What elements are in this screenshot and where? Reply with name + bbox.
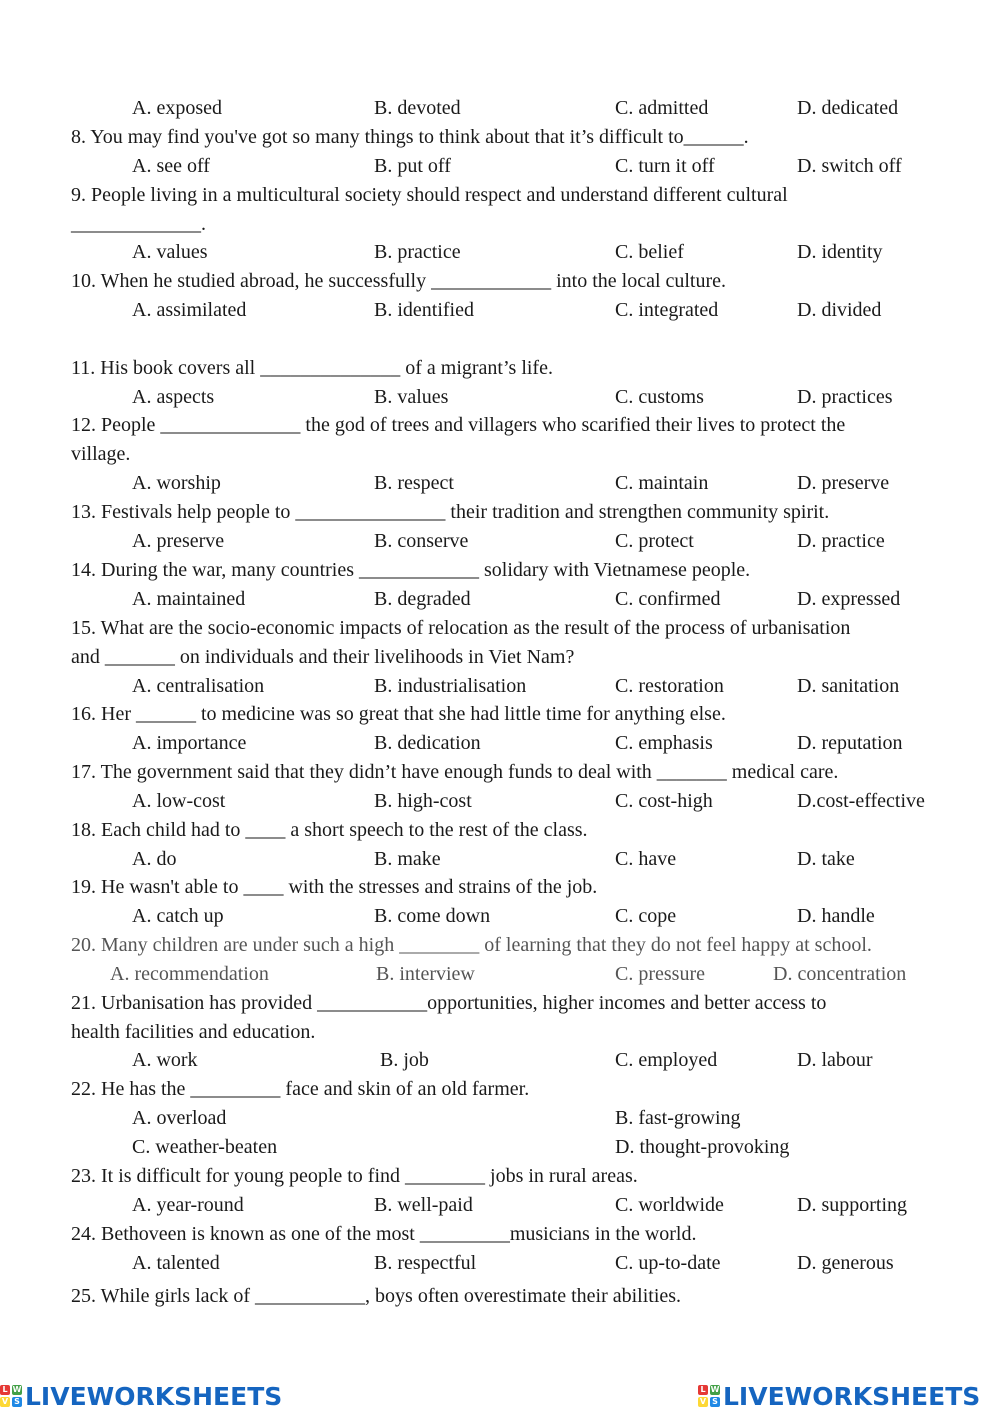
answer-option[interactable]: C. integrated	[615, 299, 719, 321]
answer-option[interactable]: D. identity	[797, 241, 883, 263]
answer-option[interactable]: D. practice	[797, 530, 885, 552]
question-text: 11. His book covers all ______________ of a migrant’s life.	[71, 357, 553, 379]
answer-option[interactable]: C. pressure	[615, 963, 705, 985]
question-text: 24. Bethoveen is known as one of the most _________musicians in the world.	[71, 1223, 697, 1245]
question-text: 18. Each child had to ____ a short speech to the rest of the class.	[71, 819, 588, 841]
question-text: 12. People ______________ the god of trees and villagers who scarified their lives to protect the	[71, 414, 846, 436]
answer-option[interactable]: A. low-cost	[132, 790, 226, 812]
answer-option[interactable]: C. cost-high	[615, 790, 713, 812]
answer-option[interactable]: A. values	[132, 241, 208, 263]
answer-option[interactable]: B. interview	[376, 963, 475, 985]
question-text: 15. What are the socio-economic impacts of relocation as the result of the process of urbanisation	[71, 617, 851, 639]
answer-option[interactable]: A. worship	[132, 472, 221, 494]
answer-option[interactable]: A. importance	[132, 732, 247, 754]
question-text: 23. It is difficult for young people to find ________ jobs in rural areas.	[71, 1165, 638, 1187]
question-text: 19. He wasn't able to ____ with the stresses and strains of the job.	[71, 876, 598, 898]
logo-tile: L	[698, 1385, 708, 1395]
answer-option[interactable]: B. put off	[374, 155, 451, 177]
question-text: village.	[71, 443, 131, 465]
answer-option[interactable]: A. work	[132, 1049, 198, 1071]
answer-option[interactable]: D. generous	[797, 1252, 894, 1274]
answer-option[interactable]: C. customs	[615, 386, 704, 408]
answer-option[interactable]: A. exposed	[132, 97, 222, 119]
logo-tile: V	[1, 1397, 9, 1406]
liveworksheets-logo-icon	[698, 1385, 720, 1407]
logo-tile: V	[699, 1397, 707, 1406]
answer-option[interactable]: C. cope	[615, 905, 677, 927]
answer-option[interactable]: B. high-cost	[374, 790, 472, 812]
answer-option[interactable]: B. make	[374, 848, 441, 870]
question-text: 21. Urbanisation has provided ___________opportunities, higher incomes and better access to	[71, 992, 827, 1014]
question-text: 14. During the war, many countries ____________ solidary with Vietnamese people.	[71, 559, 751, 581]
answer-option[interactable]: B. industrialisation	[374, 675, 527, 697]
answer-option[interactable]: C. turn it off	[615, 155, 715, 177]
answer-option[interactable]: B. come down	[374, 905, 491, 927]
answer-option[interactable]: D. handle	[797, 905, 875, 927]
answer-option[interactable]: D. labour	[797, 1049, 873, 1071]
answer-option[interactable]: C. belief	[615, 241, 684, 263]
question-text: 13. Festivals help people to _______________ their tradition and strengthen community spirit.	[71, 501, 830, 523]
answer-option[interactable]: D. divided	[797, 299, 882, 321]
answer-option[interactable]: A. recommendation	[110, 963, 269, 985]
answer-option[interactable]: C. weather-beaten	[132, 1136, 278, 1158]
question-text: 25. While girls lack of ___________, boys often overestimate their abilities.	[71, 1285, 682, 1307]
question-text: 16. Her ______ to medicine was so great that she had little time for anything else.	[71, 703, 726, 725]
answer-option[interactable]: B. values	[374, 386, 449, 408]
question-text: _____________.	[71, 213, 206, 235]
answer-option[interactable]: B. devoted	[374, 97, 461, 119]
answer-option[interactable]: C. employed	[615, 1049, 718, 1071]
answer-option[interactable]: C. have	[615, 848, 677, 870]
brand-text: LIVEWORKSHEETS	[723, 1381, 981, 1411]
answer-option[interactable]: D. switch off	[797, 155, 902, 177]
answer-option[interactable]: B. practice	[374, 241, 461, 263]
answer-option[interactable]: A. aspects	[132, 386, 215, 408]
answer-option[interactable]: D. supporting	[797, 1194, 907, 1216]
answer-option[interactable]: B. respectful	[374, 1252, 477, 1274]
logo-tile: S	[12, 1397, 22, 1407]
answer-option[interactable]: A. centralisation	[132, 675, 265, 697]
answer-option[interactable]: D. practices	[797, 386, 893, 408]
question-text: 22. He has the _________ face and skin of an old farmer.	[71, 1078, 530, 1100]
answer-option[interactable]: B. respect	[374, 472, 454, 494]
answer-option[interactable]: A. talented	[132, 1252, 220, 1274]
answer-option[interactable]: C. emphasis	[615, 732, 713, 754]
answer-option[interactable]: D. dedicated	[797, 97, 899, 119]
answer-option[interactable]: C. restoration	[615, 675, 724, 697]
question-text: 17. The government said that they didn’t have enough funds to deal with _______ medical care.	[71, 761, 839, 783]
brand-text: LIVEWORKSHEETS	[25, 1381, 283, 1411]
answer-option[interactable]: D. sanitation	[797, 675, 900, 697]
answer-option[interactable]: A. overload	[132, 1107, 227, 1129]
answer-option[interactable]: C. maintain	[615, 472, 709, 494]
footer-brand-left[interactable]	[0, 1380, 282, 1412]
question-text: and _______ on individuals and their livelihoods in Viet Nam?	[71, 646, 575, 668]
answer-option[interactable]: B. dedication	[374, 732, 481, 754]
answer-option[interactable]: C. confirmed	[615, 588, 721, 610]
answer-option[interactable]: B. well-paid	[374, 1194, 473, 1216]
answer-option[interactable]: A. preserve	[132, 530, 225, 552]
answer-option[interactable]: A. assimilated	[132, 299, 247, 321]
answer-option[interactable]: D. preserve	[797, 472, 890, 494]
answer-option[interactable]: C. up-to-date	[615, 1252, 721, 1274]
answer-option[interactable]: A. year-round	[132, 1194, 244, 1216]
answer-option[interactable]: D. expressed	[797, 588, 901, 610]
logo-tile: L	[0, 1385, 10, 1395]
answer-option[interactable]: D. take	[797, 848, 855, 870]
question-text: 10. When he studied abroad, he successfully ____________ into the local culture.	[71, 270, 727, 292]
footer-brand-right[interactable]	[698, 1380, 980, 1412]
answer-option[interactable]: C. worldwide	[615, 1194, 724, 1216]
answer-option[interactable]: D. reputation	[797, 732, 903, 754]
answer-option[interactable]: A. see off	[132, 155, 210, 177]
answer-option[interactable]: B. identified	[374, 299, 474, 321]
question-text: health facilities and education.	[71, 1021, 316, 1043]
answer-option[interactable]: D. concentration	[773, 963, 907, 985]
answer-option[interactable]: A. maintained	[132, 588, 246, 610]
answer-option[interactable]: C. protect	[615, 530, 694, 552]
liveworksheets-logo-icon	[0, 1385, 22, 1407]
answer-option[interactable]: B. conserve	[374, 530, 469, 552]
question-text: 9. People living in a multicultural society should respect and understand different cultural	[71, 184, 788, 206]
question-text: 8. You may find you've got so many things to think about that it’s difficult to______.	[71, 126, 749, 148]
answer-option[interactable]: A. do	[132, 848, 177, 870]
answer-option[interactable]: B. degraded	[374, 588, 471, 610]
answer-option[interactable]: D.cost-effective	[797, 790, 925, 812]
logo-tile: W	[710, 1385, 720, 1394]
answer-option[interactable]: C. admitted	[615, 97, 709, 119]
answer-option[interactable]: D. thought-provoking	[615, 1136, 790, 1158]
answer-option[interactable]: B. job	[380, 1049, 429, 1071]
logo-tile: W	[12, 1385, 22, 1394]
answer-option[interactable]: A. catch up	[132, 905, 224, 927]
answer-option[interactable]: B. fast-growing	[615, 1107, 741, 1129]
logo-tile: S	[710, 1397, 720, 1407]
question-text: 20. Many children are under such a high ________ of learning that they do not feel happy at school.	[71, 934, 872, 956]
